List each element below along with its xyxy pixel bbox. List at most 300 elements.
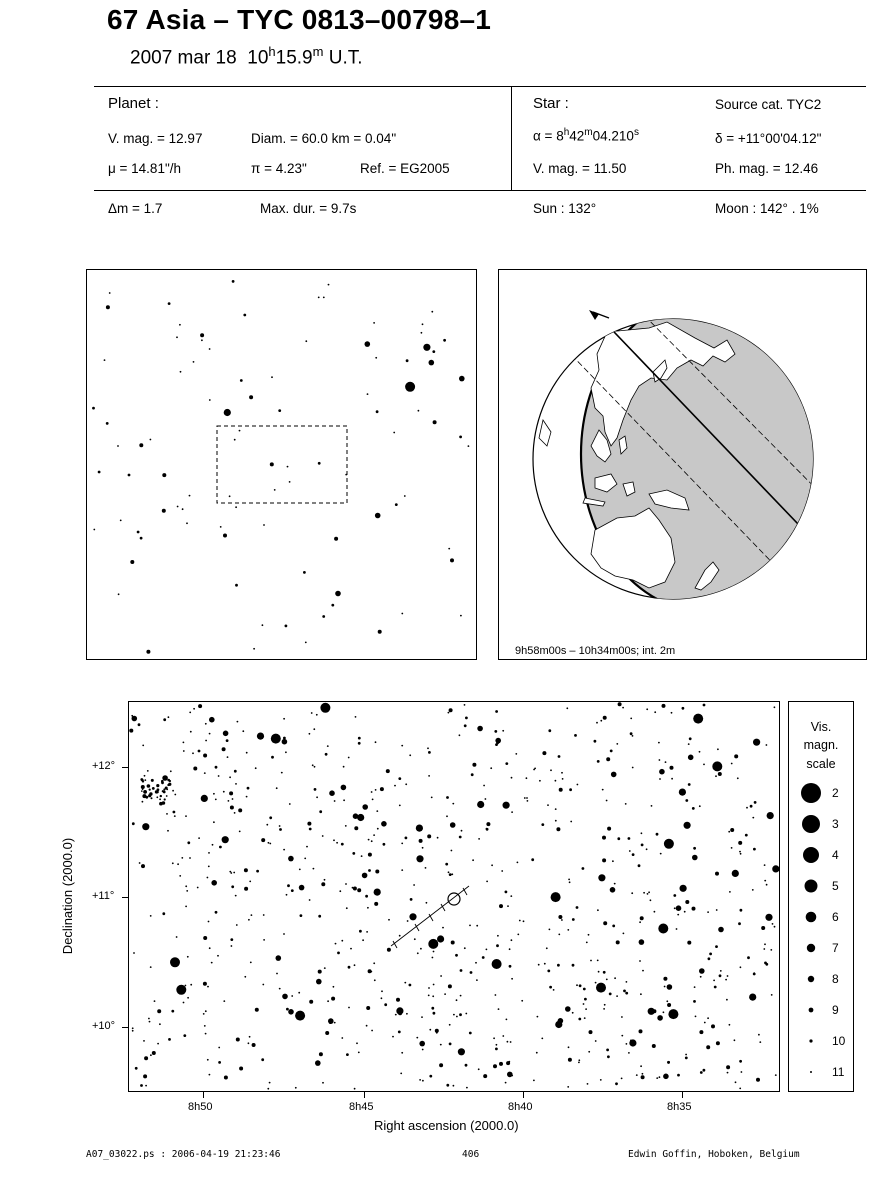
chart-star — [495, 710, 498, 713]
legend-dot-mag-2 — [801, 783, 821, 803]
chart-star — [546, 947, 548, 949]
chart-star — [511, 939, 513, 941]
planet-reference: Ref. = EG2005 — [360, 161, 450, 176]
chart-star — [496, 1044, 498, 1046]
chart-star — [562, 778, 564, 780]
chart-star — [248, 919, 250, 921]
chart-star — [486, 949, 488, 951]
chart-star — [234, 770, 237, 773]
chart-star — [261, 1058, 264, 1061]
chart-star — [201, 795, 208, 802]
chart-star — [208, 921, 210, 923]
chart-star — [429, 1029, 431, 1031]
chart-star — [309, 733, 311, 735]
chart-star — [267, 1088, 269, 1090]
chart-star — [348, 1007, 350, 1009]
chart-star — [211, 880, 217, 886]
chart-star — [416, 1037, 418, 1039]
chart-star — [677, 1074, 680, 1077]
chart-star — [144, 1056, 148, 1060]
cluster-star — [145, 796, 148, 799]
chart-star — [771, 994, 773, 996]
chart-star — [203, 982, 207, 986]
chart-star — [456, 1016, 458, 1018]
chart-star — [579, 984, 582, 987]
chart-star — [228, 800, 230, 802]
finder-star — [323, 297, 325, 299]
finder-star — [249, 395, 253, 399]
chart-star — [505, 891, 508, 894]
chart-star — [704, 1022, 706, 1024]
chart-star — [569, 881, 571, 883]
chart-star — [208, 866, 210, 868]
chart-star — [625, 992, 628, 995]
chart-star — [640, 916, 644, 920]
chart-star — [244, 887, 248, 891]
chart-star — [507, 905, 509, 907]
chart-star — [211, 962, 213, 964]
chart-star — [409, 913, 416, 920]
chart-star — [198, 750, 201, 753]
chart-star — [737, 777, 739, 779]
finder-star — [395, 503, 398, 506]
chart-star — [387, 948, 391, 952]
chart-star — [150, 966, 152, 968]
planet-vmag: V. mag. = 12.97 — [108, 131, 203, 146]
chart-star — [236, 1038, 240, 1042]
chart-star — [255, 767, 257, 769]
finder-chart-panel — [86, 269, 477, 660]
chart-star — [729, 891, 731, 893]
chart-star — [486, 881, 488, 883]
xtick-8h45: 8h45 — [349, 1101, 374, 1113]
chart-star — [171, 1010, 174, 1013]
chart-star — [371, 840, 373, 842]
chart-star — [244, 868, 248, 872]
chart-star — [176, 936, 178, 938]
chart-star — [749, 994, 756, 1001]
chart-star — [739, 1060, 742, 1063]
chart-star — [193, 708, 195, 710]
legend-label-mag-9: 9 — [832, 1003, 839, 1017]
chart-star — [632, 767, 634, 769]
finder-star — [448, 548, 450, 550]
chart-star — [218, 1061, 221, 1064]
chart-star — [198, 837, 200, 839]
y-axis-label: Declination (2000.0) — [60, 837, 75, 955]
chart-star — [398, 777, 401, 780]
ytick-mark-10 — [122, 1027, 128, 1028]
chart-star — [384, 1003, 387, 1006]
chart-star — [132, 822, 135, 825]
star-source-catalog: Source cat. TYC2 — [715, 97, 822, 112]
xtick-mark-8h35 — [682, 1092, 683, 1098]
ytick-11: +11° — [92, 890, 115, 902]
chart-star — [433, 984, 435, 986]
chart-star — [374, 902, 378, 906]
chart-star — [143, 1074, 147, 1078]
chart-star — [533, 769, 535, 771]
finder-star — [328, 284, 330, 286]
chart-star — [222, 836, 229, 843]
finder-star — [285, 625, 288, 628]
chart-star — [166, 813, 168, 815]
chart-star — [502, 730, 504, 732]
finder-star — [278, 409, 281, 412]
chart-star — [636, 1074, 638, 1076]
chart-star — [185, 815, 187, 817]
chart-star — [368, 839, 370, 841]
chart-star — [405, 783, 407, 785]
chart-star — [588, 1051, 590, 1053]
chart-star — [772, 923, 774, 925]
chart-star — [745, 834, 748, 837]
chart-star — [764, 880, 766, 882]
cluster-star — [141, 785, 145, 789]
chart-star — [135, 1067, 138, 1070]
chart-star — [417, 952, 419, 954]
chart-star — [248, 1042, 250, 1044]
chart-star — [618, 702, 622, 706]
chart-star — [372, 799, 374, 801]
chart-star — [531, 858, 534, 861]
chart-star — [606, 1049, 609, 1052]
chart-star — [321, 882, 325, 886]
finder-chart — [87, 270, 476, 659]
finder-star — [303, 571, 306, 574]
chart-star — [612, 860, 614, 862]
chart-star — [503, 802, 510, 809]
star-heading: Star : — [533, 95, 569, 112]
chart-star — [266, 824, 268, 826]
header-rule-top — [94, 86, 866, 87]
chart-star — [639, 921, 641, 923]
chart-star — [665, 761, 667, 763]
chart-star — [313, 728, 315, 730]
chart-star — [699, 751, 701, 753]
chart-star — [448, 871, 450, 873]
legend-title-scale: scale — [806, 757, 836, 771]
chart-star — [150, 1054, 152, 1056]
chart-star — [177, 863, 179, 865]
chart-star — [659, 769, 665, 775]
chart-star — [377, 828, 379, 830]
chart-star — [431, 1007, 434, 1010]
chart-star — [660, 853, 662, 855]
chart-star — [572, 918, 575, 921]
planet-diameter: Diam. = 60.0 km = 0.04" — [251, 131, 397, 146]
legend-dot-mag-6 — [806, 912, 817, 923]
chart-star — [460, 969, 463, 972]
chart-star — [747, 956, 750, 959]
chart-star — [370, 971, 372, 973]
chart-star — [764, 943, 766, 945]
chart-star — [400, 1073, 402, 1075]
chart-star — [356, 1042, 358, 1044]
chart-star — [671, 712, 673, 714]
chart-star — [455, 954, 458, 957]
ytick-mark-12 — [122, 767, 128, 768]
chart-star — [230, 938, 233, 941]
chart-star — [276, 973, 278, 975]
chart-star — [688, 755, 694, 761]
chart-star — [758, 1034, 760, 1036]
chart-star — [632, 853, 635, 856]
chart-star — [215, 911, 218, 914]
chart-star — [541, 1038, 543, 1040]
ytick-mark-11 — [122, 897, 128, 898]
legend-label-mag-4: 4 — [832, 848, 839, 862]
star-chart-panel — [128, 701, 780, 1092]
finder-star — [162, 473, 166, 477]
chart-star — [231, 945, 233, 947]
chart-star — [246, 796, 248, 798]
chart-star — [753, 972, 755, 974]
chart-star — [416, 855, 423, 862]
chart-star — [490, 767, 492, 769]
chart-star — [395, 1014, 397, 1016]
chart-star — [507, 1041, 509, 1043]
chart-star — [642, 970, 644, 972]
chart-star — [282, 994, 288, 1000]
finder-star — [433, 420, 437, 424]
chart-star — [449, 1043, 452, 1046]
chart-star — [426, 902, 428, 904]
chart-star — [215, 766, 218, 769]
chart-star — [176, 985, 186, 995]
chart-star — [288, 856, 294, 862]
chart-star — [318, 915, 321, 918]
cluster-star — [149, 789, 151, 791]
chart-star — [602, 858, 606, 862]
chart-star — [615, 1082, 618, 1085]
chart-star — [738, 841, 742, 845]
chart-star — [578, 1059, 580, 1061]
chart-star — [427, 747, 429, 749]
chart-star — [448, 712, 450, 714]
star-declination: δ = +11°00'04.12" — [715, 131, 822, 146]
chart-star — [606, 979, 608, 981]
cluster-star — [162, 790, 164, 792]
chart-star — [509, 948, 511, 950]
chart-star — [572, 964, 575, 967]
chart-star — [204, 1025, 206, 1027]
chart-star — [142, 745, 144, 747]
chart-star — [145, 1085, 147, 1087]
chart-star — [663, 1011, 665, 1013]
chart-star — [657, 1015, 663, 1021]
chart-star — [283, 849, 285, 851]
chart-star — [680, 885, 687, 892]
chart-star — [765, 914, 772, 921]
finder-star — [118, 593, 120, 595]
chart-star — [291, 889, 294, 892]
chart-star — [693, 714, 703, 724]
finder-star — [189, 495, 191, 497]
chart-star — [715, 775, 717, 777]
finder-star — [334, 537, 338, 541]
chart-star — [647, 893, 649, 895]
chart-star — [695, 1016, 697, 1018]
xtick-mark-8h45 — [364, 1092, 365, 1098]
chart-star — [651, 805, 653, 807]
chart-star — [288, 1009, 294, 1015]
chart-star — [392, 1036, 394, 1038]
finder-star — [262, 624, 264, 626]
chart-star — [719, 974, 722, 977]
chart-star — [138, 723, 141, 726]
cluster-star — [160, 795, 162, 797]
chart-star — [208, 852, 210, 854]
chart-star — [365, 895, 368, 898]
chart-star — [428, 751, 431, 754]
chart-star — [189, 712, 191, 714]
chart-star — [676, 928, 678, 930]
chart-star — [568, 1058, 572, 1062]
chart-star — [327, 745, 329, 747]
chart-star — [527, 800, 529, 802]
chart-star — [550, 769, 552, 771]
chart-star — [329, 1021, 332, 1024]
chart-star — [232, 798, 234, 800]
chart-star — [676, 905, 682, 911]
chart-star — [729, 1024, 731, 1026]
chart-star — [478, 1068, 480, 1070]
chart-star — [753, 848, 756, 851]
chart-star — [583, 1003, 585, 1005]
chart-star — [281, 772, 283, 774]
chart-star — [322, 1082, 324, 1084]
chart-star — [588, 934, 590, 936]
finder-star — [375, 357, 377, 359]
legend-label-mag-6: 6 — [832, 910, 839, 924]
chart-star — [399, 935, 401, 937]
chart-star — [380, 787, 384, 791]
cluster-star — [144, 779, 146, 781]
chart-star — [152, 1051, 156, 1055]
chart-star — [354, 964, 356, 966]
chart-star — [419, 1041, 425, 1047]
chart-star — [207, 877, 209, 879]
chart-star — [693, 847, 696, 850]
finder-star — [117, 445, 119, 447]
chart-star — [610, 750, 613, 753]
chart-star — [602, 789, 604, 791]
chart-star — [501, 870, 503, 872]
magnitude-drop: Δm = 1.7 — [108, 201, 163, 216]
chart-star — [725, 979, 727, 981]
legend-dot-mag-3 — [802, 815, 820, 833]
chart-star — [493, 1037, 495, 1039]
chart-star — [713, 980, 715, 982]
chart-star — [179, 875, 181, 877]
page-title: 67 Asia – TYC 0813–00798–1 — [107, 4, 492, 35]
finder-star — [243, 314, 246, 317]
finder-star — [106, 422, 109, 425]
chart-star — [449, 708, 453, 712]
chart-star — [174, 815, 176, 817]
cluster-star — [143, 790, 147, 794]
asteroid-path-ticks — [393, 888, 467, 948]
chart-star — [129, 729, 133, 733]
chart-star — [654, 711, 656, 713]
chart-star — [448, 984, 452, 988]
chart-star — [597, 960, 599, 962]
chart-star — [621, 1035, 623, 1037]
chart-star — [358, 737, 361, 740]
chart-star — [419, 839, 423, 843]
finder-star — [137, 531, 140, 534]
chart-star — [673, 894, 676, 897]
finder-star — [318, 297, 320, 299]
finder-star — [367, 393, 369, 395]
chart-star — [511, 811, 513, 813]
chart-star — [648, 891, 650, 893]
chart-star — [578, 1018, 581, 1021]
chart-star — [373, 834, 375, 836]
chart-star — [717, 748, 719, 750]
chart-star — [640, 993, 642, 995]
chart-star — [583, 988, 586, 991]
chart-star — [709, 953, 712, 956]
chart-star — [154, 1000, 156, 1002]
chart-star — [286, 894, 288, 896]
legend-label-mag-7: 7 — [832, 941, 839, 955]
chart-star — [282, 739, 288, 745]
chart-star — [589, 1030, 593, 1034]
finder-star — [375, 513, 381, 519]
chart-star — [720, 970, 722, 972]
chart-star — [587, 1083, 589, 1085]
chart-star — [622, 707, 624, 709]
chart-star — [526, 777, 528, 779]
chart-star — [770, 949, 772, 951]
footer-file-info: A07_03022.ps : 2006-04-19 21:23:46 — [86, 1149, 281, 1160]
chart-star — [334, 1022, 336, 1024]
chart-star — [456, 999, 458, 1001]
chart-star — [626, 981, 628, 983]
cluster-star — [156, 796, 158, 798]
chart-star — [612, 925, 615, 928]
footer-author: Edwin Goffin, Hoboken, Belgium — [628, 1149, 800, 1160]
chart-star — [333, 839, 335, 841]
chart-star — [333, 986, 335, 988]
chart-star — [650, 899, 652, 901]
chart-star — [584, 1017, 586, 1019]
chart-star — [197, 887, 199, 889]
chart-star — [465, 717, 468, 720]
finder-star — [235, 584, 238, 587]
chart-star — [495, 738, 501, 744]
chart-star — [190, 984, 192, 986]
event-datetime — [130, 44, 363, 69]
chart-star — [192, 752, 194, 754]
chart-star — [445, 863, 448, 866]
chart-star — [558, 915, 562, 919]
chart-star — [772, 865, 779, 872]
chart-star — [663, 1074, 669, 1080]
chart-star — [147, 770, 149, 772]
chart-star — [642, 1073, 644, 1075]
star-chart — [129, 702, 779, 1091]
chart-star — [319, 1052, 323, 1056]
chart-star — [493, 1064, 497, 1068]
chart-star — [505, 1082, 507, 1084]
chart-star — [246, 752, 248, 754]
chart-star — [449, 873, 452, 876]
chart-star — [405, 837, 408, 840]
chart-star — [269, 1082, 271, 1084]
